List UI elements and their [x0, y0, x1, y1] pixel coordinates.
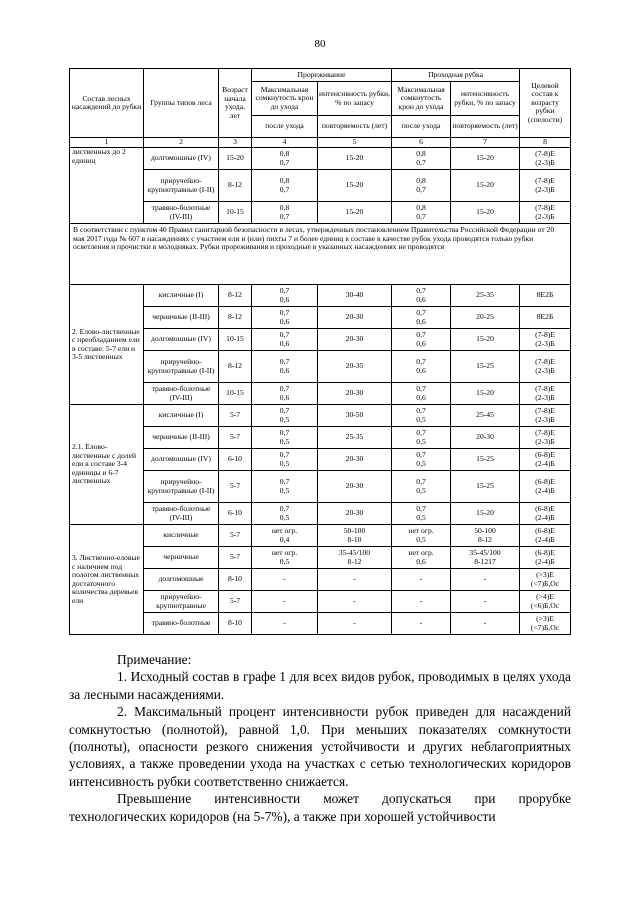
forest-care-table	[69, 68, 571, 635]
max-closure-value: 0,8 0,7	[416, 176, 426, 194]
intensity-value: 25-35	[345, 432, 364, 442]
intensity-value: -	[353, 574, 356, 584]
max-closure-value: 0,7 0,6	[416, 357, 426, 375]
header-target-composition: Целевой состав к возрасту рубки (спелости)	[520, 69, 571, 138]
intensity-value: 15-20	[476, 180, 494, 190]
intensity-value: 15-20	[345, 180, 364, 190]
forest-type-cell: кисличные	[144, 525, 219, 547]
target-composition-value: (>3)Е (<7)Б,Ос	[530, 614, 560, 632]
forest-type-cell: приручейно-крупнотравные (I-II)	[144, 351, 219, 383]
table-row	[70, 307, 571, 329]
note-paragraph-2: 2. Максимальный процент интенсивности рубок приведен для насаждений сомкнутостью (полнотой), равной 1,0. При меньших показателях сомкнутости (полноты), опасности резкого снижения устойчивости и других неблагоприятных условиях, а также проведении ухода на участках с сетью технологических коридоров интенсивность рубки соответственно снижается.	[69, 704, 571, 789]
group-label: 3. Лиственно-еловые с наличием под пологом лиственных достаточного количества деревьев ели	[70, 525, 144, 635]
max-closure-value: 0,7 0,6	[416, 308, 426, 326]
age-cell: 8-10	[219, 613, 252, 635]
max-closure-value: 0,8 0,7	[279, 203, 290, 221]
header-passing-cut: Проходная рубка	[392, 69, 520, 82]
header-intensity: интенсивность рубки, % по запасу	[318, 82, 392, 116]
table-row	[70, 202, 571, 224]
intensity-value: 15-20	[476, 207, 494, 217]
header-repeat: повторяемость (лет)	[318, 116, 392, 138]
intensity-value: 35-45/100 8-12	[338, 548, 371, 566]
forest-type-cell: черничные (II-III)	[144, 427, 219, 449]
value-cell	[451, 148, 520, 170]
table-row	[70, 148, 571, 170]
column-number: 4	[252, 138, 318, 148]
intensity-value: 20-30	[345, 334, 364, 344]
target-composition-value: (7-8)Е (2-3)Б	[535, 330, 555, 348]
header-forest-type-group: Группы типов леса	[144, 69, 219, 138]
intensity-value: 15-20	[345, 207, 364, 217]
max-closure-value: -	[283, 596, 286, 606]
target-composition-value: (6-8)Е (2-4)Б	[535, 504, 555, 522]
max-closure-value: 0,7 0,6	[416, 286, 426, 304]
target-composition-value: (6-8)Е (2-4)Б	[535, 548, 555, 566]
age-cell: 8-12	[219, 285, 252, 307]
max-closure-value: нет огр. 0,4	[271, 526, 298, 544]
age-cell: 10-15	[219, 202, 252, 224]
age-cell: 5-7	[219, 405, 252, 427]
target-composition-value: (7-8)Е (2-3)Б	[535, 203, 555, 221]
table-row	[70, 613, 571, 635]
column-number: 8	[520, 138, 571, 148]
max-closure-value: 0,7 0,6	[416, 330, 426, 348]
forest-type-cell: черничные (II-III)	[144, 307, 219, 329]
table-row	[70, 405, 571, 427]
table-row	[70, 427, 571, 449]
value-cell	[252, 148, 318, 170]
age-cell: 5-7	[219, 427, 252, 449]
forest-type-cell: долгомошные	[144, 569, 219, 591]
header-thinning: Прореживание	[252, 69, 392, 82]
forest-type-cell: долгомошные (IV)	[144, 148, 219, 170]
intensity-value: 20-35	[345, 361, 364, 371]
header-repeat: повторяемость (лет)	[451, 116, 520, 138]
table-row	[70, 329, 571, 351]
intensity-value: 15-20	[476, 388, 494, 398]
max-closure-value: 0,7 0,6	[416, 384, 426, 402]
age-cell: 8-12	[219, 170, 252, 202]
forest-type-cell: травяно-болотные (IV-III)	[144, 503, 219, 525]
intensity-value: 15-20	[476, 334, 494, 344]
group-label: лиственных до 2 единиц	[70, 148, 144, 224]
table-row	[70, 569, 571, 591]
max-closure-value: 0,7 0,6	[279, 330, 290, 348]
table-row	[70, 449, 571, 471]
notes-section	[69, 651, 571, 825]
table-row	[70, 547, 571, 569]
forest-type-cell: долгомошные (IV)	[144, 329, 219, 351]
target-composition-value: (6-8)Е (2-4)Б	[535, 477, 555, 495]
max-closure-value: 0,7 0,5	[279, 428, 290, 446]
intensity-value: 20-30	[345, 508, 364, 518]
age-cell: 8-12	[219, 351, 252, 383]
forest-type-cell: приручейно-крупнотравные (I-II)	[144, 170, 219, 202]
max-closure-value: -	[419, 618, 423, 628]
target-composition-value: (6-8)Е (2-4)Б	[535, 450, 555, 468]
intensity-value: 50-100 8-10	[343, 526, 366, 544]
age-cell: 8-12	[219, 307, 252, 329]
table-row	[70, 351, 571, 383]
intensity-value: -	[483, 596, 487, 606]
intensity-value: 20-25	[476, 312, 494, 322]
max-closure-value: нет огр. 0,6	[408, 548, 434, 566]
max-closure-value: нет огр. 0,5	[271, 548, 298, 566]
intensity-value: 30-40	[345, 290, 364, 300]
max-closure-value: -	[283, 574, 286, 584]
age-cell: 6-10	[219, 449, 252, 471]
table-row	[70, 503, 571, 525]
column-number: 3	[219, 138, 252, 148]
max-closure-value: 0,7 0,5	[279, 477, 290, 495]
max-closure-value: 0,8 0,7	[279, 176, 290, 194]
age-cell: 10-15	[219, 329, 252, 351]
header-row-1	[70, 69, 571, 82]
max-closure-value: 0,7 0,5	[416, 504, 426, 522]
header-composition: Состав лесных насаждений до рубки	[70, 69, 144, 138]
intensity-value: 20-30	[345, 388, 364, 398]
header-start-age: Возраст начала ухода, лет	[219, 69, 252, 138]
table-row	[70, 591, 571, 613]
age-cell: 5-7	[219, 525, 252, 547]
intensity-value: 25-35	[476, 290, 494, 300]
table-row	[70, 525, 571, 547]
target-composition-value: (7-8)Е (2-3)Б	[535, 406, 555, 424]
sanitary-rules-note: В соответствии с пунктом 40 Правил санитарной безопасности в лесах, утвержденных постановлением Правительства Российской Федерации от 20 мая 2017 года № 607 в насаждениях с участием ели и (или) пихты 7 и более единиц в составе в качестве рубок ухода проводятся только рубки осветления и прочистки в молодняках. Рубки прореживания и проходные в указанных насаждениях не проводятся	[70, 224, 571, 285]
value-cell	[520, 148, 571, 170]
table-row	[70, 170, 571, 202]
forest-type-cell: приручейно-крупнотравные (I-II)	[144, 471, 219, 503]
forest-type-cell: травяно-болотные (IV-III)	[144, 383, 219, 405]
max-closure-value: 0,8 0,7	[416, 149, 426, 167]
group-label: 2.1. Елово-лиственные с долей ели в составе 3-4 единицы и 6-7 лиственных	[70, 405, 144, 525]
age-cell: 10-15	[219, 383, 252, 405]
max-closure-value: 0,8 0,7	[279, 149, 290, 167]
forest-type-cell: приручейно-крупнотравные	[144, 591, 219, 613]
column-number: 7	[451, 138, 520, 148]
intensity-value: 20-30	[476, 432, 494, 442]
note-paragraph-1: 1. Исходный состав в графе 1 для всех видов рубок, проводимых в целях ухода за лесными насаждениями.	[69, 669, 571, 702]
note-paragraph-3: Превышение интенсивности может допускаться при прорубке технологических коридоров (на 5-7%), а также при хорошей устойчивости	[69, 791, 571, 824]
target-composition-value: (7-8)Е (2-3)Б	[535, 149, 555, 167]
max-closure-value: 0,7 0,6	[279, 308, 290, 326]
page-number: 80	[314, 38, 326, 50]
column-numbers-row	[70, 138, 571, 148]
intensity-value: -	[483, 574, 487, 584]
target-composition-value: 8Е2Б	[536, 312, 554, 322]
intensity-value: 15-20	[476, 153, 494, 163]
intensity-value: 15-25	[476, 481, 494, 491]
column-number: 5	[318, 138, 392, 148]
target-composition-value: 8Е2Б	[536, 290, 554, 300]
table-row	[70, 224, 571, 285]
max-closure-value: 0,7 0,6	[279, 357, 290, 375]
header-after-care: после ухода	[252, 116, 318, 138]
intensity-value: -	[353, 618, 356, 628]
max-closure-value: -	[419, 596, 423, 606]
max-closure-value: 0,7 0,5	[416, 406, 426, 424]
intensity-value: 15-20	[345, 153, 364, 163]
max-closure-value: нет огр. 0,5	[408, 526, 434, 544]
target-composition-value: (7-8)Е (2-3)Б	[535, 428, 555, 446]
header-max-closure: Максимальная сомкнутость крон до ухода	[392, 82, 451, 116]
max-closure-value: 0,7 0,6	[279, 384, 290, 402]
target-composition-value: (>4)Е (<6)Б,Ос	[530, 592, 560, 610]
target-composition-value: (>3)Е (<7)Б,Ос	[530, 570, 560, 588]
target-composition-value: (7-8)Е (2-3)Б	[535, 176, 555, 194]
forest-type-cell: долгомошные (IV)	[144, 449, 219, 471]
max-closure-value: 0,7 0,5	[279, 406, 290, 424]
intensity-value: 50-100 8-12	[474, 526, 496, 544]
value-cell	[318, 148, 392, 170]
intensity-value: 35-45/100 8-1217	[469, 548, 501, 566]
max-closure-value: 0,7 0,5	[416, 477, 426, 495]
table-row	[70, 471, 571, 503]
intensity-value: 25-45	[476, 410, 494, 420]
header-after-care: после ухода	[392, 116, 451, 138]
max-closure-value: -	[419, 574, 423, 584]
notes-title: Примечание:	[117, 652, 192, 667]
intensity-value: 15-25	[476, 361, 494, 371]
intensity-value: 20-30	[345, 454, 364, 464]
age-cell: 15-20	[219, 148, 252, 170]
header-max-closure: Максимальная сомкнутость крон до ухода	[252, 82, 318, 116]
header-intensity: интенсивность рубки, % по запасу	[451, 82, 520, 116]
max-closure-value: 0,8 0,7	[416, 203, 426, 221]
age-cell: 6-10	[219, 503, 252, 525]
age-cell: 5-7	[219, 471, 252, 503]
forest-type-cell: травяно-болотные (IV-III)	[144, 202, 219, 224]
target-composition-value: (7-8)Е (2-3)Б	[535, 357, 555, 375]
column-number: 2	[144, 138, 219, 148]
age-cell: 5-7	[219, 591, 252, 613]
forest-type-cell: травяно-болотные	[144, 613, 219, 635]
max-closure-value: 0,7 0,5	[279, 504, 290, 522]
intensity-value: -	[483, 618, 487, 628]
max-closure-value: 0,7 0,5	[416, 450, 426, 468]
intensity-value: 15-25	[476, 454, 494, 464]
intensity-value: -	[353, 596, 356, 606]
target-composition-value: (7-8)Е (2-3)Б	[535, 384, 555, 402]
forest-type-cell: кисличные (I)	[144, 285, 219, 307]
max-closure-value: 0,7 0,5	[279, 450, 290, 468]
intensity-value: 15-20	[476, 508, 494, 518]
value-cell	[392, 148, 451, 170]
column-number: 6	[392, 138, 451, 148]
group-label: 2. Елово-лиственные с преобладанием ели в составе: 5-7 ели и 3-5 лиственных	[70, 285, 144, 405]
intensity-value: 30-50	[345, 410, 364, 420]
intensity-value: 20-30	[345, 481, 364, 491]
max-closure-value: 0,7 0,5	[416, 428, 426, 446]
forest-type-cell: кисличные (I)	[144, 405, 219, 427]
max-closure-value: -	[283, 618, 286, 628]
target-composition-value: (6-8)Е (2-4)Б	[535, 526, 555, 544]
forest-type-cell: черничные	[144, 547, 219, 569]
intensity-value: 20-30	[345, 312, 364, 322]
table-row	[70, 383, 571, 405]
age-cell: 5-7	[219, 547, 252, 569]
column-number: 1	[70, 138, 144, 148]
max-closure-value: 0,7 0,6	[279, 286, 290, 304]
age-cell: 8-10	[219, 569, 252, 591]
table-row	[70, 285, 571, 307]
